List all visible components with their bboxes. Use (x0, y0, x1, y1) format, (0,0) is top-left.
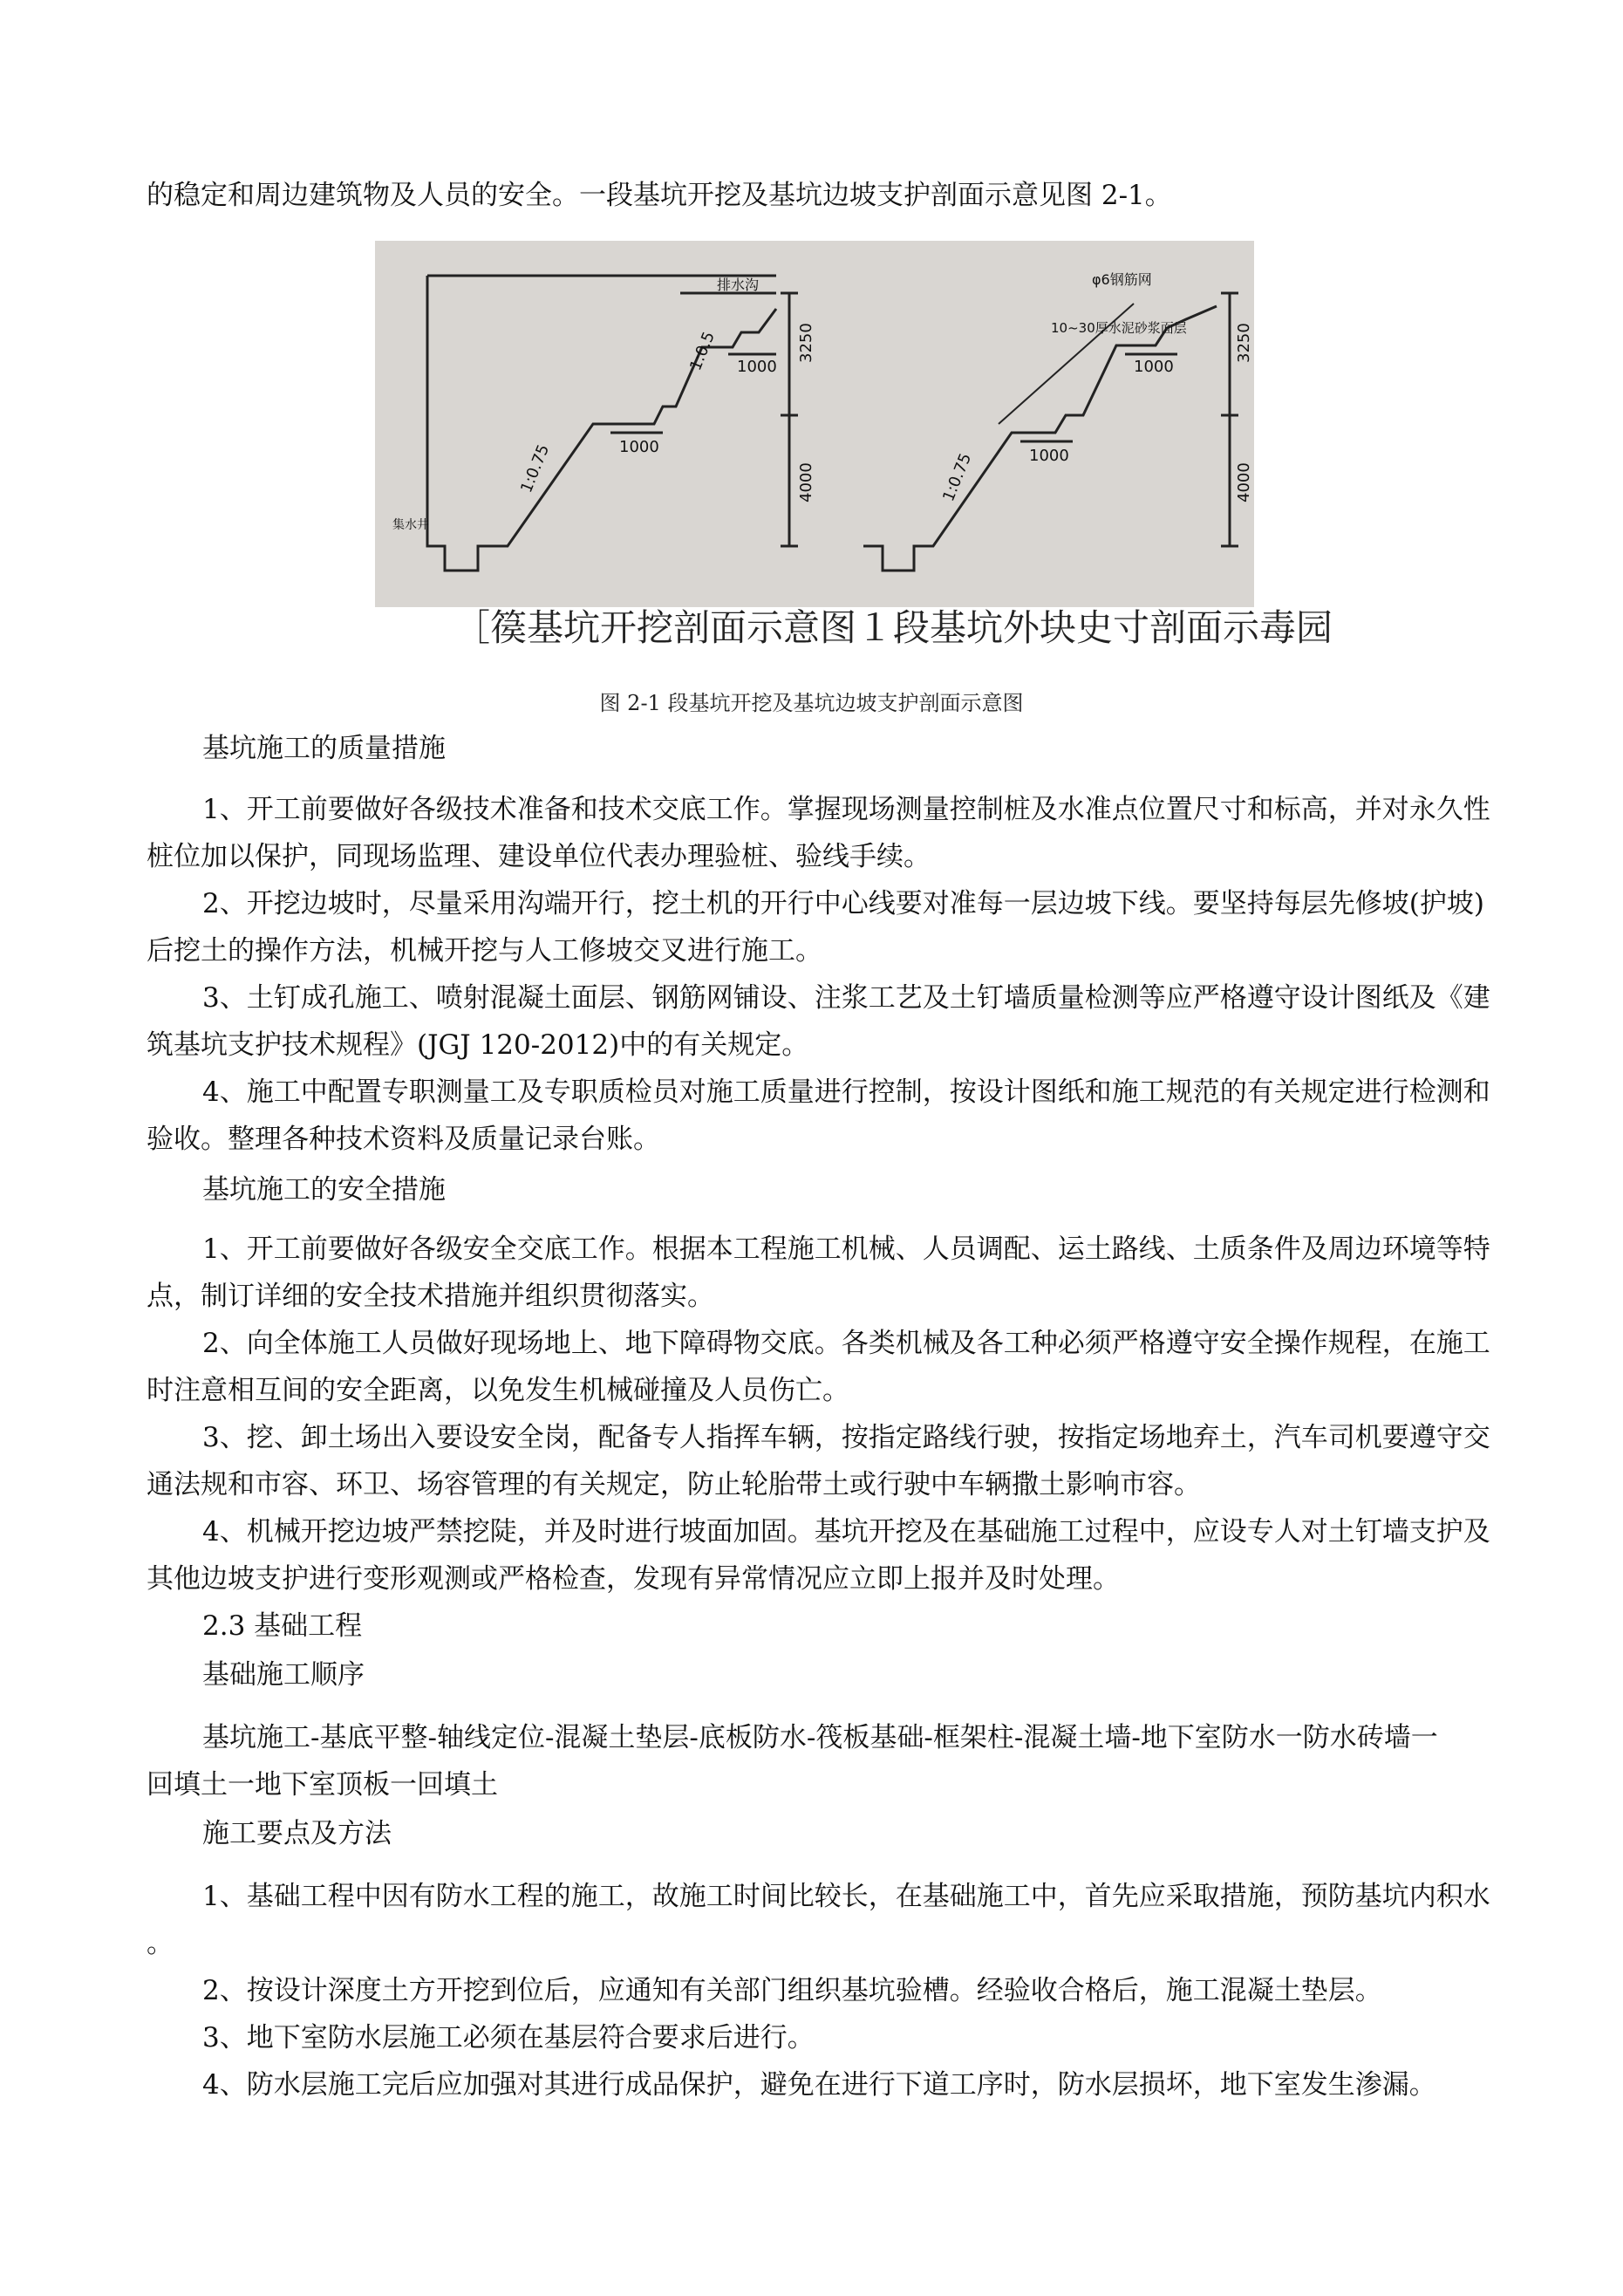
safety-item-1-line-1: 1、开工前要做好各级安全交底工作。根据本工程施工机械、人员调配、运土路线、土质条件及周边环境等特 (202, 1233, 1490, 1265)
quality-item-2-line-1: 2、开挖边坡时，尽量采用沟端开行，挖土机的开行中心线要对准每一层边坡下线。要坚持每层先修坡(护坡) (202, 888, 1484, 919)
quality-item-3-line-1: 3、土钉成孔施工、喷射混凝土面层、钢筋网铺设、注浆工艺及土钉墙质量检测等应严格遵守设计图纸及《建 (202, 982, 1490, 1014)
safety-item-3-line-2: 通法规和市容、环卫、场容管理的有关规定，防止轮胎带土或行驶中车辆撒土影响市容。 (147, 1469, 1201, 1500)
quality-item-2-line-2: 后挖土的操作方法，机械开挖与人工修坡交叉进行施工。 (147, 935, 822, 967)
left-slope-profile (427, 276, 776, 571)
foundation-order-line-2: 回填土一地下室顶板一回填土 (147, 1769, 498, 1801)
label-ratio-upper: 1:0.5 (686, 329, 719, 373)
safety-item-4-line-1: 4、机械开挖边坡严禁挖陡，并及时进行坡面加固。基坑开挖及在基础施工过程中，应设专人对土钉墙支护及 (202, 1516, 1490, 1548)
label-dim-upper-right: 3250 (1235, 323, 1253, 363)
excavation-section-figure (375, 241, 1254, 607)
label-berm-lower-left: 1000 (619, 438, 659, 456)
foundation-title: 2.3 基础工程 (202, 1610, 363, 1642)
quality-item-1-line-2: 桩位加以保护，同现场监理、建设单位代表办理验桩、验线手续。 (147, 841, 931, 872)
quality-item-3-line-2: 筑基坑支护技术规程》(JGJ 120-2012)中的有关规定。 (147, 1029, 809, 1061)
label-ratio-lower: 1:0.75 (517, 441, 554, 495)
foundation-order-line-1: 基坑施工-基底平整-轴线定位-混凝土垫层-底板防水-筏板基础-框架柱-混凝土墙-地下室防水一防水砖墙一 (202, 1722, 1438, 1753)
intro-line: 的稳定和周边建筑物及人员的安全。一段基坑开挖及基坑边坡支护剖面示意见图 2-1。 (147, 180, 1172, 211)
quality-item-4-line-2: 验收。整理各种技术资料及质量记录台账。 (147, 1124, 660, 1155)
quality-heading: 基坑施工的质量措施 (202, 733, 446, 764)
excavation-section-drawing (375, 241, 1254, 607)
label-rebar: φ6钢筋网 (1092, 271, 1152, 288)
figure-caption: 图 2-1 段基坑开挖及基坑边坡支护剖面示意图 (599, 691, 1024, 715)
label-mortar: 10~30厚水泥砂浆面层 (1051, 320, 1187, 336)
safety-item-3-line-1: 3、挖、卸土场出入要设安全岗，配备专人指挥车辆，按指定路线行驶，按指定场地弃土，汽车司机要遵守交 (202, 1422, 1490, 1453)
label-ratio-lower-right: 1:0.75 (939, 450, 976, 504)
safety-item-2-line-1: 2、向全体施工人员做好现场地上、地下障碍物交底。各类机械及各工种必须严格遵守安全操作规程，在施工 (202, 1328, 1490, 1359)
method-item-1-line-1: 1、基础工程中因有防水工程的施工，故施工时间比较长，在基础施工中，首先应采取措施，预防基坑内积水 (202, 1881, 1490, 1912)
foundation-order-heading: 基础施工顺序 (202, 1659, 365, 1691)
method-item-1-line-2: 。 (147, 1928, 174, 1959)
label-berm-upper-left: 1000 (737, 358, 777, 376)
label-berm-lower-right: 1000 (1029, 447, 1069, 465)
safety-item-4-line-2: 其他边坡支护进行变形观测或严格检查，发现有异常情况应立即上报并及时处理。 (147, 1563, 1120, 1595)
safety-item-1-line-2: 点，制订详细的安全技术措施并组织贯彻落实。 (147, 1281, 714, 1312)
method-item-2: 2、按设计深度土方开挖到位后，应通知有关部门组织基坑验槽。经验收合格后，施工混凝土垫层。 (202, 1975, 1382, 2006)
safety-item-2-line-2: 时注意相互间的安全距离，以免发生机械碰撞及人员伤亡。 (147, 1375, 849, 1406)
figure-labels (392, 271, 1253, 532)
figure-caption-main: ［篌基坑开挖剖面示意图１段基坑外块史寸剖面示毒园 (453, 606, 1333, 649)
label-berm-upper-right: 1000 (1134, 358, 1174, 376)
quality-item-4-line-1: 4、施工中配置专职测量工及专职质检员对施工质量进行控制，按设计图纸和施工规范的有关规定进行检测和 (202, 1076, 1490, 1108)
label-collect-pit: 集水井 (392, 518, 429, 532)
label-drain: 排水沟 (717, 277, 760, 293)
label-dim-upper-left: 3250 (797, 323, 815, 363)
method-item-3: 3、地下室防水层施工必须在基层符合要求后进行。 (202, 2022, 815, 2053)
right-slope-profile (863, 306, 1217, 571)
safety-heading: 基坑施工的安全措施 (202, 1174, 446, 1206)
method-heading: 施工要点及方法 (202, 1818, 392, 1849)
quality-item-1-line-1: 1、开工前要做好各级技术准备和技术交底工作。掌握现场测量控制桩及水准点位置尺寸和标高，并对永久性 (202, 794, 1490, 825)
method-item-4: 4、防水层施工完后应加强对其进行成品保护，避免在进行下道工序时，防水层损坏，地下室发生渗漏。 (202, 2069, 1436, 2101)
label-dim-lower-left: 4000 (797, 462, 815, 502)
label-dim-lower-right: 4000 (1235, 462, 1253, 502)
left-section-lines (427, 276, 798, 571)
